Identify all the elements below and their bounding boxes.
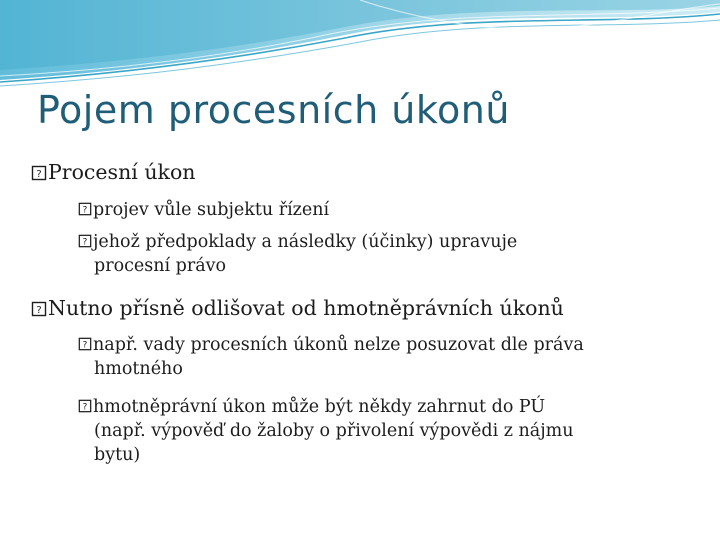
bullet-item-level2 bbox=[78, 230, 698, 278]
slide-title: Pojem procesních úkonů bbox=[37, 88, 510, 132]
missing-glyph-bullet-icon bbox=[78, 399, 92, 413]
svg-text:?: ? bbox=[82, 237, 88, 248]
bullet-text-continuation: procesní právo bbox=[94, 256, 227, 276]
bullet-text-continuation: hmotného bbox=[94, 359, 183, 379]
bullet-text: jehož předpoklady a následky (účinky) upravuje bbox=[93, 232, 518, 252]
svg-text:?: ? bbox=[36, 305, 42, 316]
bullet-text: Procesní úkon bbox=[48, 160, 196, 184]
missing-glyph-bullet-icon bbox=[78, 337, 92, 351]
svg-text:?: ? bbox=[36, 169, 42, 180]
svg-text:?: ? bbox=[82, 205, 88, 216]
bullet-text: projev vůle subjektu řízení bbox=[93, 200, 330, 220]
bullet-text-continuation: (např. výpověď do žaloby o přivolení výpovědi z nájmu bbox=[94, 421, 574, 441]
bullet-text-continuation: bytu) bbox=[94, 445, 141, 465]
bullet-item-level2 bbox=[78, 198, 698, 222]
missing-glyph-bullet-icon bbox=[78, 234, 92, 248]
missing-glyph-bullet-icon bbox=[31, 165, 47, 181]
missing-glyph-bullet-icon bbox=[31, 301, 47, 317]
svg-text:?: ? bbox=[82, 402, 88, 413]
bullet-item-level2 bbox=[78, 395, 698, 467]
bullet-item-level1 bbox=[31, 160, 691, 184]
bullet-item-level2 bbox=[78, 333, 698, 381]
bullet-text: např. vady procesních úkonů nelze posuzovat dle práva bbox=[93, 335, 584, 355]
bullet-item-level1 bbox=[31, 296, 691, 320]
bullet-text: Nutno přísně odlišovat od hmotněprávních úkonů bbox=[48, 296, 564, 320]
missing-glyph-bullet-icon bbox=[78, 202, 92, 216]
bullet-text: hmotněprávní úkon může být někdy zahrnut do PÚ bbox=[93, 397, 546, 417]
svg-text:?: ? bbox=[82, 340, 88, 351]
